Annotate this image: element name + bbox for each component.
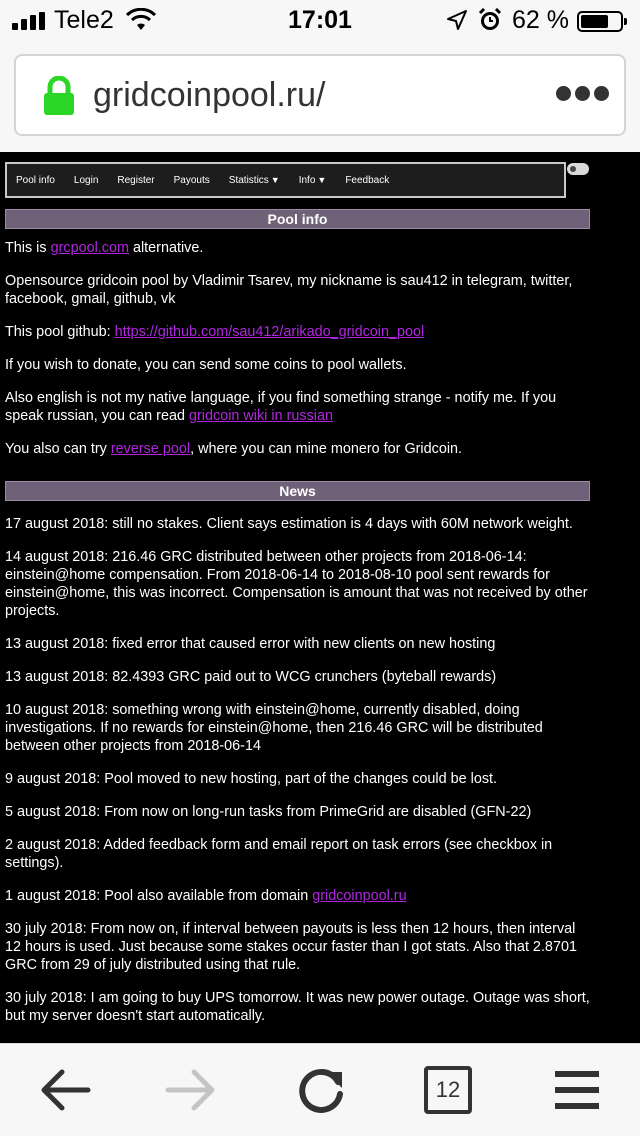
pool-info-section — [5, 239, 595, 473]
nav-feedback[interactable]: Feedback — [345, 174, 390, 186]
news-list — [5, 515, 595, 1040]
browser-address-area — [0, 42, 640, 152]
news-item: 2 august 2018: Added feedback form and email report on task errors (see checkbox in settings). — [5, 837, 553, 871]
news-item: 13 august 2018: fixed error that caused error with new clients on new hosting — [5, 636, 496, 652]
nav-login[interactable]: Login — [73, 174, 99, 186]
web-page — [0, 152, 640, 1043]
battery-percentage: 62 % — [512, 6, 569, 34]
tabs-button[interactable]: 12 — [424, 1066, 472, 1114]
forward-arrow-icon[interactable] — [164, 1064, 220, 1116]
address-bar[interactable] — [14, 54, 626, 136]
alarm-clock-icon — [478, 8, 502, 32]
wiki-link[interactable]: gridcoin wiki in russian — [189, 408, 333, 424]
news-item: 30 july 2018: From now on, if interval between payouts is less then 12 hours, then interval 12 hours is used. Just because some stakes occur faster than I got stats. Also that 2.8701 GRC from 29 of july distributed using that rule. — [5, 921, 577, 973]
github-paragraph: This pool github: https://github.com/sau412/arikado_gridcoin_pool — [5, 324, 425, 340]
news-item: 13 august 2018: 82.4393 GRC paid out to WCG crunchers (byteball rewards) — [5, 669, 497, 685]
status-bar — [0, 0, 640, 42]
nav-info[interactable] — [299, 175, 327, 186]
news-item: 1 august 2018: Pool also available from domain gridcoinpool.ru — [5, 888, 407, 904]
lock-icon — [42, 76, 76, 116]
more-options-icon[interactable] — [556, 86, 608, 102]
language-paragraph: Also english is not my native language, if you find something strange - notify me. If you speak russian, you can read gridcoin wiki in russian — [5, 390, 557, 424]
dropdown-caret-icon: ▼ — [270, 174, 280, 185]
pool-info-heading: Pool info — [5, 209, 590, 229]
grcpool-link[interactable]: grcpool.com — [50, 240, 129, 256]
browser-toolbar — [0, 1043, 640, 1136]
news-item: 5 august 2018: From now on long-run tasks from PrimeGrid are disabled (GFN-22) — [5, 804, 532, 820]
news-heading: News — [5, 481, 590, 501]
url-text[interactable]: gridcoinpool.ru/ — [93, 76, 326, 114]
clock: 17:01 — [288, 6, 352, 34]
news-item: 30 july 2018: I am going to buy UPS tomorrow. It was new power outage. Outage was short, but my server doesn't start automatically. — [5, 990, 590, 1024]
carrier-name: Tele2 — [54, 6, 114, 34]
back-arrow-icon[interactable] — [36, 1064, 92, 1116]
news-item: 14 august 2018: 216.46 GRC distributed between other projects from 2018-06-14: einstein@home compensation. From 2018-06-14 to 2018-08-10 pool sent rewards for einstein@home, this was incorrect. Compensation is amount that was not received by other projects. — [5, 549, 588, 619]
author-paragraph: Opensource gridcoin pool by Vladimir Tsarev, my nickname is sau412 in telegram, twitter, facebook, gmail, github, vk — [5, 273, 573, 307]
nav-statistics[interactable] — [229, 175, 280, 186]
battery-icon — [577, 11, 623, 32]
news-item: 17 august 2018: still no stakes. Client says estimation is 4 days with 60M network weight. — [5, 516, 573, 532]
reverse-pool-link[interactable]: reverse pool — [110, 441, 191, 457]
theme-toggle[interactable] — [567, 163, 589, 175]
domain-link[interactable]: gridcoinpool.ru — [312, 888, 407, 904]
nav-bar — [5, 162, 566, 198]
dropdown-caret-icon: ▼ — [317, 174, 327, 185]
intro-paragraph: This is grcpool.com alternative. — [5, 240, 204, 256]
github-link[interactable]: https://github.com/sau412/arikado_gridcoin_pool — [114, 324, 425, 340]
menu-icon[interactable] — [550, 1064, 606, 1116]
reload-icon[interactable] — [294, 1064, 350, 1116]
donate-paragraph: If you wish to donate, you can send some coins to pool wallets. — [5, 357, 407, 373]
nav-register[interactable]: Register — [117, 174, 155, 186]
news-item: 9 august 2018: Pool moved to new hosting, part of the changes could be lost. — [5, 771, 498, 787]
nav-payouts[interactable]: Payouts — [173, 174, 210, 186]
location-arrow-icon — [446, 9, 468, 31]
nav-statistics-label: Statistics — [228, 174, 269, 186]
nav-pool-info[interactable]: Pool info — [16, 174, 55, 186]
reverse-pool-paragraph: You also can try reverse pool, where you can mine monero for Gridcoin. — [5, 441, 463, 457]
nav-info-label: Info — [298, 174, 316, 186]
news-item: 10 august 2018: something wrong with einstein@home, currently disabled, doing investigations. If no rewards for einstein@home, then 216.46 GRC will be distributed between other projects from 2018-06-14 — [5, 702, 543, 754]
